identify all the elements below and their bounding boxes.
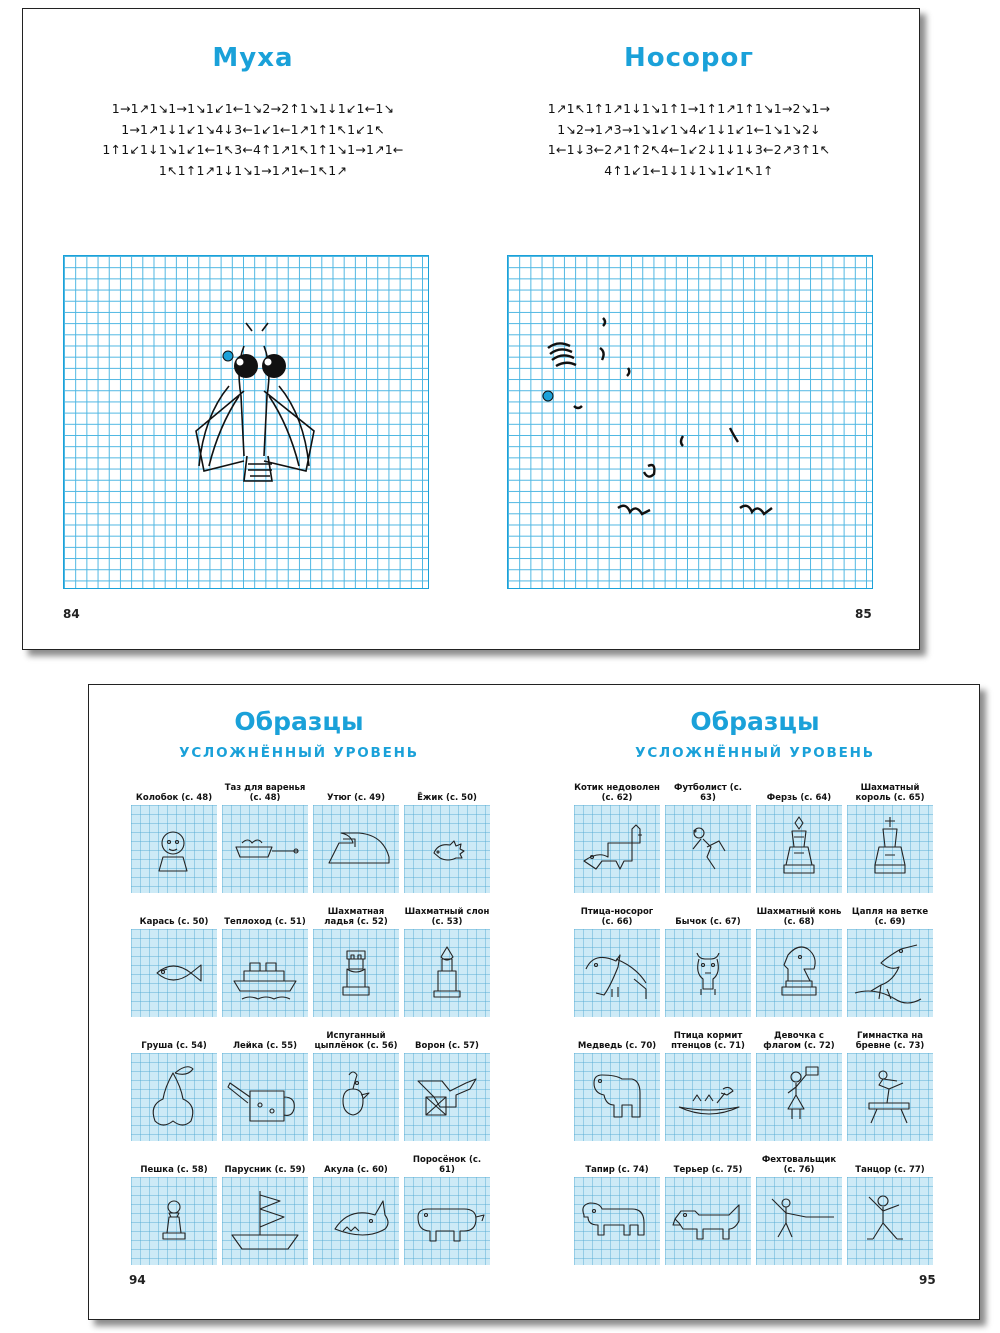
sample-label-text: Испуганный цыплёнок (с. 56) <box>314 1031 398 1051</box>
sample-label-text: Ёжик (с. 50) <box>417 793 477 803</box>
bottom-spread <box>88 684 980 1320</box>
sample-label-text: Футболист (с. 63) <box>674 783 742 803</box>
sample-label-text: Лейка (с. 55) <box>232 1041 298 1051</box>
tapir-icon <box>574 1177 660 1265</box>
sample-thumbnail <box>847 929 933 1017</box>
sample-card[interactable] <box>665 777 751 893</box>
sample-thumbnail <box>131 1053 217 1141</box>
sample-card[interactable] <box>222 1025 308 1141</box>
sample-label <box>756 901 842 927</box>
sample-label-text: Девочка с флагом (с. 72) <box>763 1031 835 1051</box>
sample-label-text: Медведь (с. 70) <box>577 1041 657 1051</box>
sample-thumbnail <box>756 929 842 1017</box>
section-title: Образцы <box>234 707 364 736</box>
page-number: 95 <box>919 1273 936 1287</box>
sample-label-text: Птица кормит птенцов (с. 71) <box>671 1031 745 1051</box>
sample-label <box>222 1025 308 1051</box>
sample-label <box>222 901 308 927</box>
page-title-fly: Муха <box>212 43 294 73</box>
sample-thumbnail <box>404 1177 490 1265</box>
code-line: 1→1↗1↘1→1↘1↙1←1↘2→2↑1↘1↓1↙1←1↘ <box>111 101 395 116</box>
sample-label <box>847 1149 933 1175</box>
sample-label <box>756 1149 842 1175</box>
sample-card[interactable] <box>665 1025 751 1141</box>
sample-card[interactable] <box>574 777 660 893</box>
terrier-icon <box>665 1177 751 1265</box>
sample-label <box>847 901 933 927</box>
sample-card[interactable] <box>756 901 842 1017</box>
rhino-start-drawing <box>508 256 872 588</box>
chess-rook-icon <box>313 929 399 1017</box>
sample-label-text: Цапля на ветке (с. 69) <box>851 907 929 927</box>
sample-label-text: Акула (с. 60) <box>324 1165 388 1175</box>
sample-label <box>222 777 308 803</box>
sample-card[interactable] <box>665 901 751 1017</box>
sample-thumbnail <box>665 1177 751 1265</box>
shark-icon <box>313 1177 399 1265</box>
sample-card[interactable] <box>131 777 217 893</box>
sample-thumbnail <box>665 805 751 893</box>
sample-thumbnail <box>756 1053 842 1141</box>
sample-card[interactable] <box>847 777 933 893</box>
sample-card[interactable] <box>131 901 217 1017</box>
sample-label <box>756 777 842 803</box>
sample-thumbnail <box>847 1053 933 1141</box>
sample-card[interactable] <box>313 901 399 1017</box>
sample-thumbnail <box>665 929 751 1017</box>
sample-thumbnail <box>131 1177 217 1265</box>
sample-label-text: Пешка (с. 58) <box>140 1165 208 1175</box>
sample-label <box>131 1149 217 1175</box>
sample-card[interactable] <box>665 1149 751 1265</box>
sample-label <box>404 901 490 927</box>
fly-start-drawing <box>64 256 428 588</box>
sample-thumbnail <box>404 805 490 893</box>
sample-card[interactable] <box>574 1149 660 1265</box>
sample-label <box>756 1025 842 1051</box>
sample-label <box>404 1149 490 1175</box>
sample-label <box>665 1025 751 1051</box>
sample-label-text: Тапир (с. 74) <box>585 1165 649 1175</box>
fencer-icon <box>756 1177 842 1265</box>
sample-card[interactable] <box>756 777 842 893</box>
sample-label <box>574 901 660 927</box>
chick-icon <box>313 1053 399 1141</box>
sample-thumbnail <box>574 805 660 893</box>
cat-icon <box>574 805 660 893</box>
sample-thumbnail <box>222 805 308 893</box>
raven-icon <box>404 1053 490 1141</box>
sample-label-text: Ворон (с. 57) <box>415 1041 479 1051</box>
sample-thumbnail <box>131 929 217 1017</box>
basin-icon <box>222 805 308 893</box>
girl-flag-icon <box>756 1053 842 1141</box>
sample-label <box>313 1025 399 1051</box>
page-number: 94 <box>129 1273 146 1287</box>
chess-king-icon <box>847 805 933 893</box>
sample-label-text: Шахматный конь (с. 68) <box>756 907 842 927</box>
bird-nest-icon <box>665 1053 751 1141</box>
sample-thumbnail <box>756 805 842 893</box>
sample-card[interactable] <box>404 1149 490 1265</box>
sample-card[interactable] <box>313 1149 399 1265</box>
code-line: 1→1↗1↓1↙1↘4↓3←1↙1←1↗1↑1↖1↙1↖ <box>121 121 385 137</box>
sample-label-text: Колобок (с. 48) <box>135 793 213 803</box>
sample-label-text: Парусник (с. 59) <box>224 1165 306 1175</box>
sample-label-text: Фехтовальщик (с. 76) <box>761 1155 837 1175</box>
fly-drawing-grid[interactable] <box>63 255 429 589</box>
sample-label <box>574 777 660 803</box>
sailboat-icon <box>222 1177 308 1265</box>
sample-label <box>222 1149 308 1175</box>
sample-label <box>313 1149 399 1175</box>
code-line: 1↖1↑1↗1↓1↘1→1↗1←1↖1↗ <box>158 162 348 178</box>
sample-label <box>665 777 751 803</box>
section-title: Образцы <box>690 707 820 736</box>
sample-label-text: Терьер (с. 75) <box>673 1165 743 1175</box>
sample-label-text: Карась (с. 50) <box>139 917 209 927</box>
sample-thumbnail <box>665 1053 751 1141</box>
sample-card[interactable] <box>574 1025 660 1141</box>
sample-card[interactable] <box>131 1025 217 1141</box>
code-line: 1↗1↖1↑1↗1↓1↘1↑1→1↑1↗1↑1↘1→2↘1→ <box>547 101 831 116</box>
sample-label-text: Ферзь (с. 64) <box>766 793 832 803</box>
sample-label-text: Шахматная ладья (с. 52) <box>324 907 388 927</box>
sample-label <box>131 1025 217 1051</box>
sample-label-text: Котик недоволен (с. 62) <box>574 783 660 803</box>
chess-pawn-icon <box>131 1177 217 1265</box>
sample-thumbnail <box>756 1177 842 1265</box>
sample-card[interactable] <box>313 777 399 893</box>
sample-label <box>847 777 933 803</box>
sample-card[interactable] <box>574 901 660 1017</box>
fish-icon <box>131 929 217 1017</box>
sample-label <box>131 777 217 803</box>
iron-icon <box>313 805 399 893</box>
dancer-icon <box>847 1177 933 1265</box>
fly-code-block <box>43 99 463 181</box>
sample-label-text: Шахматный король (с. 65) <box>855 783 925 803</box>
sample-label-text: Танцор (с. 77) <box>855 1165 925 1175</box>
sample-card[interactable] <box>222 901 308 1017</box>
sample-label-text: Птица-носорог (с. 66) <box>580 907 654 927</box>
kolobok-icon <box>131 805 217 893</box>
sample-thumbnail <box>313 805 399 893</box>
sample-thumbnail <box>404 929 490 1017</box>
page-number: 85 <box>855 607 872 621</box>
sample-thumbnail <box>404 1053 490 1141</box>
hornbill-icon <box>574 929 660 1017</box>
sample-label-text: Таз для варенья (с. 48) <box>224 783 306 803</box>
sample-thumbnail <box>222 1053 308 1141</box>
sample-label <box>574 1025 660 1051</box>
sample-label <box>313 777 399 803</box>
sample-label <box>847 1025 933 1051</box>
sample-card[interactable] <box>313 1025 399 1141</box>
sample-label <box>665 1149 751 1175</box>
sample-label <box>665 901 751 927</box>
sample-thumbnail <box>222 929 308 1017</box>
chess-queen-icon <box>756 805 842 893</box>
code-line: 1↑1↙1↓1↘1↙1←1↖3←4↑1↗1↖1↑1↘1→1↗1← <box>102 142 404 158</box>
gymnast-icon <box>847 1053 933 1141</box>
code-line: 1←1↓3←2↗1↑2↖4←1↙2↓1↓1↓3←2↗3↑1↖ <box>547 142 831 158</box>
section-subtitle: УСЛОЖНЁННЫЙ УРОВЕНЬ <box>179 745 419 761</box>
page-number: 84 <box>63 607 80 621</box>
sample-label <box>131 901 217 927</box>
sample-card[interactable] <box>847 1149 933 1265</box>
sample-card[interactable] <box>404 1025 490 1141</box>
ship-icon <box>222 929 308 1017</box>
sample-thumbnail <box>574 929 660 1017</box>
heron-icon <box>847 929 933 1017</box>
top-spread <box>22 8 920 650</box>
piglet-icon <box>404 1177 490 1265</box>
sample-label-text: Шахматный слон (с. 53) <box>404 907 490 927</box>
chess-bishop-icon <box>404 929 490 1017</box>
hedgehog-icon <box>404 805 490 893</box>
sample-thumbnail <box>131 805 217 893</box>
sample-card[interactable] <box>404 777 490 893</box>
code-line: 4↑1↙1←1↓1↓1↘1↙1↖1↑ <box>604 162 774 178</box>
sample-thumbnail <box>574 1053 660 1141</box>
sample-label <box>574 1149 660 1175</box>
section-subtitle: УСЛОЖНЁННЫЙ УРОВЕНЬ <box>635 745 875 761</box>
code-line: 1↘2→1↗3→1↘1↙1↘4↙1↓1↙1←1↘1↘2↓ <box>557 121 821 137</box>
chess-knight-icon <box>756 929 842 1017</box>
rhino-drawing-grid[interactable] <box>507 255 873 589</box>
sample-card[interactable] <box>847 901 933 1017</box>
bull-icon <box>665 929 751 1017</box>
sample-label <box>404 1025 490 1051</box>
sample-label-text: Груша (с. 54) <box>141 1041 207 1051</box>
sample-label-text: Бычок (с. 67) <box>675 917 741 927</box>
sample-thumbnail <box>847 1177 933 1265</box>
sample-card[interactable] <box>756 1149 842 1265</box>
watering-can-icon <box>222 1053 308 1141</box>
footballer-icon <box>665 805 751 893</box>
sample-card[interactable] <box>756 1025 842 1141</box>
sample-thumbnail <box>222 1177 308 1265</box>
sample-label <box>404 777 490 803</box>
sample-thumbnail <box>313 929 399 1017</box>
sample-label <box>313 901 399 927</box>
sample-label-text: Утюг (с. 49) <box>327 793 385 803</box>
sample-card[interactable] <box>847 1025 933 1141</box>
sample-thumbnail <box>313 1177 399 1265</box>
sample-label-text: Теплоход (с. 51) <box>224 917 306 927</box>
rhino-code-block <box>479 99 899 181</box>
sample-card[interactable] <box>404 901 490 1017</box>
sample-card[interactable] <box>222 777 308 893</box>
page-title-rhino: Носорог <box>624 43 754 73</box>
sample-thumbnail <box>574 1177 660 1265</box>
sample-thumbnail <box>313 1053 399 1141</box>
pear-icon <box>131 1053 217 1141</box>
sample-card[interactable] <box>222 1149 308 1265</box>
bear-icon <box>574 1053 660 1141</box>
sample-thumbnail <box>847 805 933 893</box>
sample-label-text: Поросёнок (с. 61) <box>412 1155 482 1175</box>
sample-card[interactable] <box>131 1149 217 1265</box>
sample-label-text: Гимнастка на бревне (с. 73) <box>855 1031 925 1051</box>
